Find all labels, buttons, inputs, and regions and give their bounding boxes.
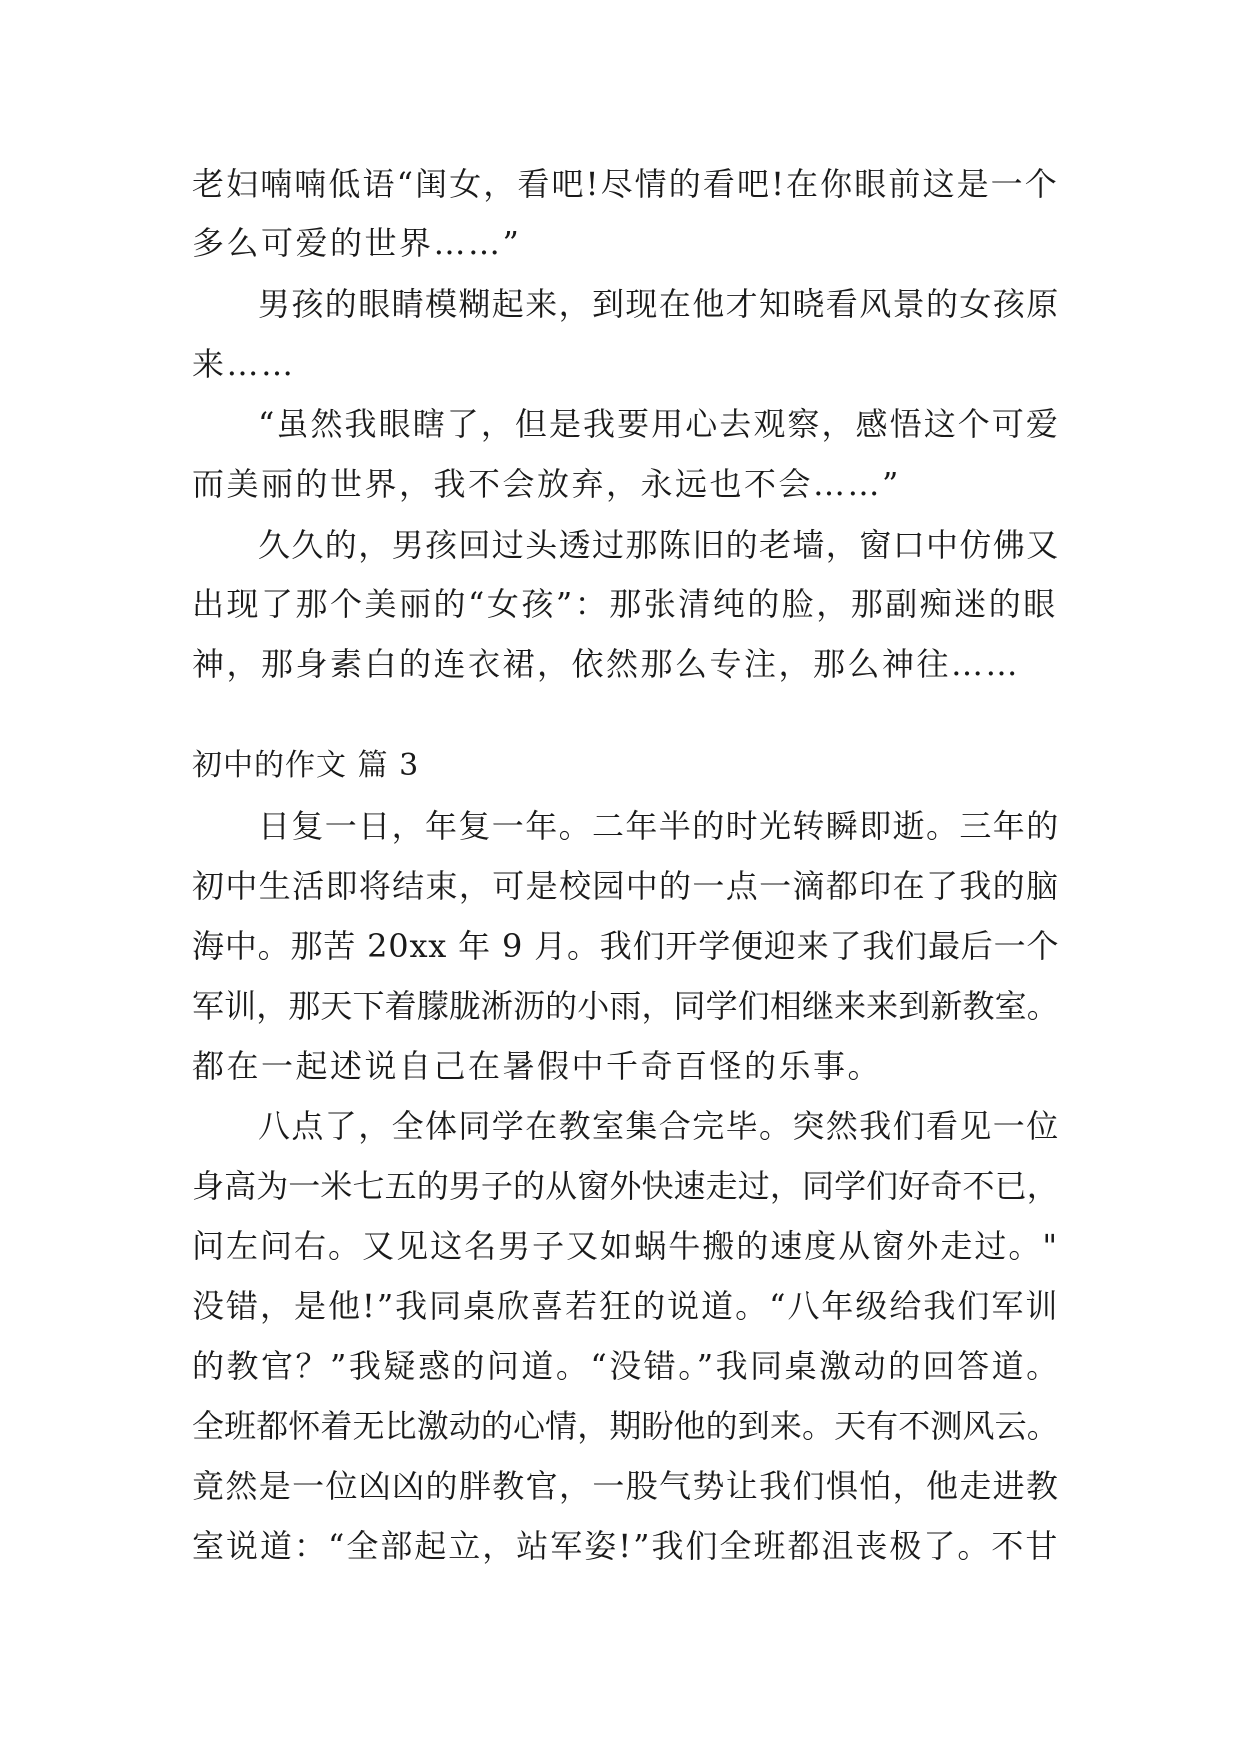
paragraph-line: 男孩的眼睛模糊起来，到现在他才知晓看风景的女孩原 <box>258 285 1060 323</box>
paragraph-line: 海中。那苦 20xx 年 9 月。我们开学便迎来了我们最后一个 <box>192 927 1060 965</box>
paragraph-line: 而美丽的世界，我不会放弃，永远也不会……” <box>192 465 901 503</box>
paragraph-line: 身高为一米七五的男子的从窗外快速走过，同学们好奇不已， <box>192 1167 1059 1205</box>
paragraph-line: “虽然我眼瞎了，但是我要用心去观察，感悟这个可爱 <box>258 405 1060 443</box>
paragraph-line: 老妇喃喃低语“闺女，看吧!尽情的看吧!在你眼前这是一个 <box>192 165 1059 203</box>
paragraph-line: 军训，那天下着朦胧淅沥的小雨，同学们相继来来到新教室。 <box>192 987 1059 1025</box>
paragraph-line: 久久的，男孩回过头透过那陈旧的老墙，窗口中仿佛又 <box>258 526 1060 564</box>
paragraph-line: 没错，是他!”我同桌欣喜若狂的说道。“八年级给我们军训 <box>192 1287 1060 1325</box>
paragraph-line: 八点了，全体同学在教室集合完毕。突然我们看见一位 <box>258 1107 1060 1145</box>
paragraph-line: 竟然是一位凶凶的胖教官，一股气势让我们惧怕，他走进教 <box>192 1467 1060 1505</box>
paragraph-line: 多么可爱的世界……” <box>192 224 522 262</box>
paragraph-line: 都在一起述说自己在暑假中千奇百怪的乐事。 <box>192 1047 883 1085</box>
paragraph-line: 的教官？”我疑惑的问道。“没错。”我同桌激动的回答道。 <box>192 1347 1061 1385</box>
paragraph-line: 神，那身素白的连衣裙，依然那么专注，那么神往…… <box>192 645 1021 683</box>
paragraph-line: 全班都怀着无比激动的心情，期盼他的到来。天有不测风云。 <box>192 1407 1059 1445</box>
section-heading: 初中的作文 篇 3 <box>192 748 420 783</box>
paragraph-line: 出现了那个美丽的“女孩”：那张清纯的脸，那副痴迷的眼 <box>192 585 1058 623</box>
paragraph-line: 来…… <box>192 345 296 383</box>
paragraph-line: 问左问右。又见这名男子又如蜗牛搬的速度从窗外走过。" <box>192 1227 1060 1265</box>
paragraph-line: 日复一日，年复一年。二年半的时光转瞬即逝。三年的 <box>258 807 1060 845</box>
paragraph-line: 初中生活即将结束，可是校园中的一点一滴都印在了我的脑 <box>192 867 1060 905</box>
paragraph-line: 室说道：“全部起立，站军姿!”我们全班都沮丧极了。不甘 <box>192 1527 1060 1565</box>
